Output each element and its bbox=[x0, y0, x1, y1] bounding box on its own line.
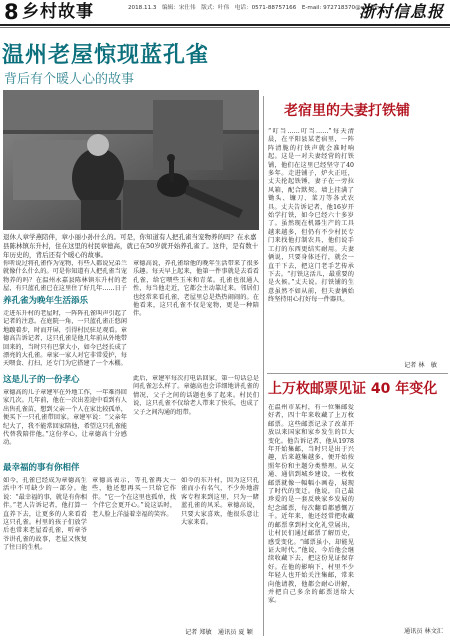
section-title: 乡村故事 bbox=[22, 2, 94, 22]
page-number: 8 bbox=[4, 0, 19, 24]
intro-text-col1: 你听说过将孔雀作为宠物，有些人都说兄弟兰就像什么什么的。可是你知道有人把孔雀当宠物养的吗？在温州永嘉县陈林镇东升村的老屋，有只蓝孔雀已在这里住了好几年……日子 bbox=[3, 260, 127, 293]
edition-meta: 2018.11.3 编辑：宋仕伟 版式：叶伟 电话：0571-88757166 E-mail: 972718370@qq.com bbox=[128, 5, 382, 11]
section2-title: 这是儿子的一份孝心 bbox=[3, 375, 80, 385]
story2-text-col1: 在温州市某村，有一位集邮爱好者，四十年来收藏了上万枚邮票。这些邮票记录了改革开放以来国家和家乡发生的巨大变化。他告诉记者，他从1978年开始集邮，当时只是出于兴趣，后来越集越多，便开始按照年份和主题分类整理。从交通、通信到城乡建设，一枚枚邮票就像一幅幅小画卷，展现了时代的变迁。他说，自己最珍爱的是一套反映家乡发展的纪念邮票，每次翻看都感慨万千。近年来，他还经常把收藏的邮票拿到村文化礼堂展出，让村民们通过邮票了解历史，感受变化。“邮票虽小，却能见证大时代。”他说，今后他会继续收藏下去，把这份见证保存好。在他的影响下，村里不少年轻人也开始关注集邮，常来向他请教，他都会耐心讲解，并把自己多余的邮票送给大家。 bbox=[268, 404, 354, 605]
section2-text-col2: 此后，章建军每次打电话回家，第一句话总是问孔雀怎么样了。章德高也会详细地讲孔雀的情况，父子之间的话题也多了起来。村民们说，这只孔雀不仅给老人带来了快乐，也成了父子之间沟通的纽带。 bbox=[133, 375, 259, 416]
main-subhead: 背后有个暖人心的故事 bbox=[4, 72, 135, 87]
column-divider bbox=[263, 96, 264, 636]
section3-title: 最幸福的事有你相伴 bbox=[3, 463, 80, 473]
story1-title: 老宿里的夫妻打铁铺 bbox=[284, 103, 410, 119]
section3-text-col3: 如今的东升村，因为这只孔雀而小有名气，不少外地游客专程来到这里，只为一睹蓝孔雀的风采。章德高说，只要大家喜欢，他很乐意让大家来看。 bbox=[181, 477, 259, 527]
story1-byline: 记者 林 敏 bbox=[404, 362, 437, 369]
story2-byline: 通讯员 林文汇 bbox=[404, 628, 444, 635]
header-rule-thin bbox=[0, 27, 450, 28]
photo-caption: 退休人章学燕陪伴，章小丽小孙什么的。可是，你知道有人把孔雀当宠物养的吗？在永嘉县陈林镇东升村，住在这里的村民章德高，就已在50岁就开始养孔雀了。这件，是有数十年历史的，背后还有个暖心的故事。 bbox=[3, 233, 259, 259]
story1-text-col2 bbox=[358, 128, 446, 360]
section1-text-col1: 走进东升村的老屋时，一阵阵孔雀叫声引起了记者的注意。在庭院一角，一只蓝孔雀正悠闲地踱着步，时而开屏，引得村民驻足观看。章德高告诉记者，这只孔雀是他几年前从外地带回来的，当时只有巴掌大小，如今已经长成了漂亮的大孔雀。章家一家人对它非常爱护，每天喂食、打扫，还专门为它搭建了一个木棚。 bbox=[3, 310, 127, 368]
section3-text-col1: 如今，孔雀已经成为章德高生活中不可缺少的一部分。他说：“最幸福的事，就是有你相伴。”老人告诉记者，他打算一直养下去，让更多的人来看看这只孔雀。村里的孩子们放学后也常来老屋看孔雀，听章爷爷讲孔雀的故事，老屋又恢复了往日的生机。 bbox=[3, 477, 87, 552]
newspaper-brand: 浙村信息报 bbox=[358, 2, 444, 21]
section1-title: 养孔雀为晚年生活添乐 bbox=[3, 296, 89, 306]
section2-text-col1: 章德高的儿子章建军在外地工作，一年难得回家几次。几年前，他在一次出差途中看到有人出售孔雀苗，想到父亲一个人在家比较孤单，便买下一只孔雀带回家。章建军说：“父亲年纪大了，我不能常回家陪他，希望这只孔雀能代替我陪伴他。”这份孝心，让章德高十分感动。 bbox=[3, 389, 127, 447]
peacock-photo bbox=[3, 90, 259, 230]
main-headline: 温州老屋惊现蓝孔雀 bbox=[2, 43, 210, 68]
section1-text-col2: 章德高说，养孔雀给他的晚年生活带来了很多乐趣。每天早上起来，他第一件事就是去看看孔雀，给它喂些玉米和青菜。孔雀也很通人性，每当他走近，它都会主动靠过来。邻居们也经常来看孔雀，老屋里总是热热闹闹的。在他看来，这只孔雀不仅是宠物，更是一种陪伴。 bbox=[133, 260, 259, 318]
story2-text-col2 bbox=[358, 404, 446, 624]
story1-text-col1: “叮当……叮当……”每天清晨，在平阳县某老宿里，一阵阵清脆的打铁声就会准时响起。这是一对夫妻经营的打铁铺，他们在这里已经坚守了40多年。走进铺子，炉火正旺，丈夫抡起铁锤，妻子在一旁拉风箱，配合默契。墙上挂满了锄头、镰刀、菜刀等各式农具。丈夫告诉记者，他16岁开始学打铁，如今已经六十多岁了。虽然现在机器生产的工具越来越多，但仍有不少村民专门来找他打制农具，他们说手工打的东西更结实耐用。夫妻俩说，只要身体还行，就会一直干下去，把这门老手艺传承下去。“打铁这活儿，最重要的是火候。”丈夫说。打铁铺的生意虽然不如从前，但夫妻俩始终坚持用心打好每一件器具。 bbox=[268, 128, 354, 304]
story2-title: 上万枚邮票见证 40 年变化 bbox=[268, 381, 438, 397]
section3-text-col2: 章德高表示，等孔雀再大一些，他还想再买一只给它作伴。“它一个在这里也孤单，找个伴它会更开心。”说这话时，老人脸上洋溢着幸福的笑容。 bbox=[92, 477, 176, 518]
header-rule bbox=[0, 24, 450, 26]
page-header bbox=[0, 0, 450, 26]
story-separator bbox=[267, 373, 448, 374]
main-byline: 记者 郑敏 通讯员 夏 颖 bbox=[185, 629, 253, 636]
